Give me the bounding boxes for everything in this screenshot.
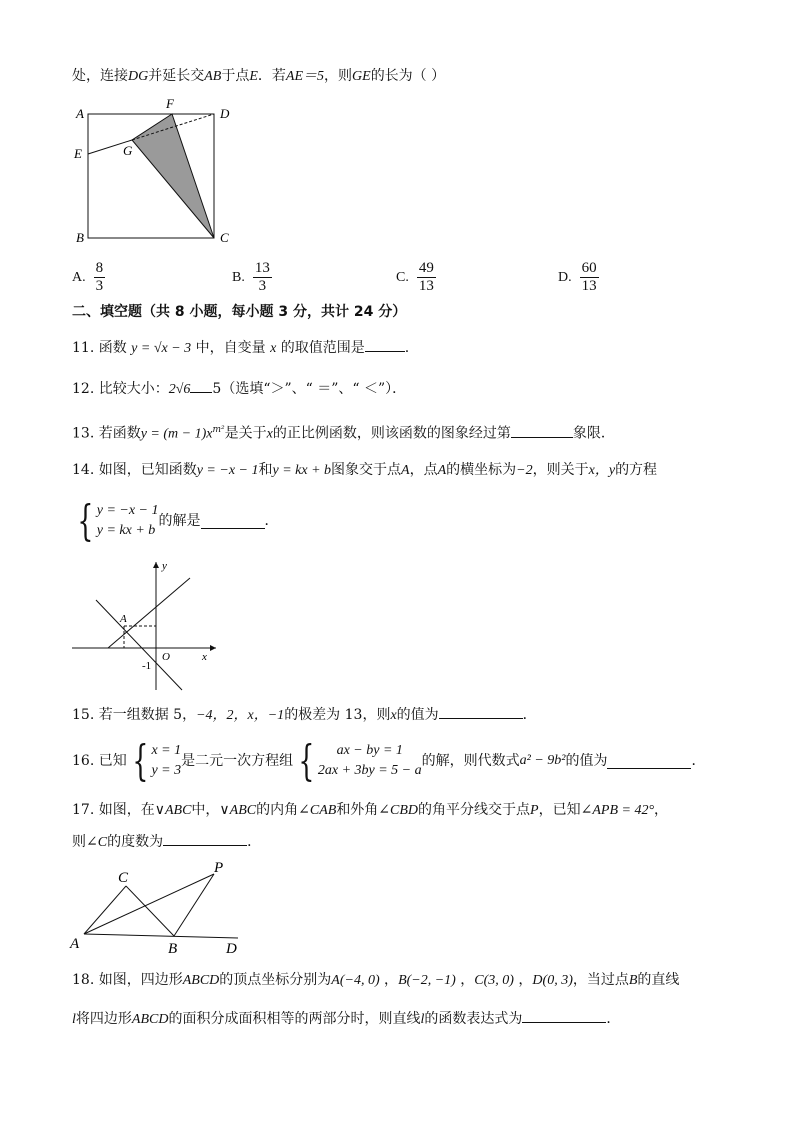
text: 的度数为 [107, 834, 164, 850]
equation: y = −x − 1 [96, 503, 159, 518]
math: ABCD [131, 1012, 169, 1027]
equation: x = 1 [151, 743, 182, 758]
math: l [72, 1012, 76, 1027]
exponent: m² [212, 425, 225, 435]
math: y = −x − 1 [196, 463, 259, 478]
label-b: B [76, 230, 84, 245]
math: y = √x − 3 [131, 341, 192, 356]
text: 的方程 [615, 462, 658, 478]
text: 17. 如图，在∨ [72, 802, 165, 818]
text: 则∠ [72, 834, 98, 850]
math: CAB [309, 803, 337, 818]
text: ．若 [257, 68, 286, 84]
text: 中，∨ [191, 802, 230, 818]
text: 16. 已知 [72, 753, 127, 769]
q18-line2 [72, 1008, 620, 1030]
math: x [266, 426, 273, 442]
answer-blank[interactable] [163, 831, 247, 846]
text: 15. 若一组数据 5， [72, 707, 197, 723]
text: ，已知∠ [538, 802, 593, 818]
math: C [97, 835, 108, 850]
math: −2 [516, 463, 533, 478]
equation: 2ax + 3by = 5 − a [317, 763, 422, 778]
math: A [401, 463, 410, 478]
text: 将四边形 [75, 1011, 132, 1027]
label-a: A [70, 936, 80, 952]
math: APB = 42° [592, 803, 655, 818]
text: 的顶点坐标分别为 [219, 972, 332, 988]
label-c: C [118, 870, 129, 886]
option-d[interactable] [558, 260, 599, 295]
option-b[interactable] [232, 260, 272, 295]
q10-stem [72, 66, 445, 87]
text: 中，自变量 [195, 340, 266, 356]
q15 [72, 704, 537, 726]
text: ． [606, 1011, 621, 1027]
answer-blank[interactable] [439, 704, 523, 719]
axis-label-x: x [202, 651, 207, 663]
text: 18. 如图，四边形 [72, 972, 183, 988]
math: A [437, 463, 447, 478]
q12 [72, 378, 406, 400]
q14-system [72, 496, 279, 545]
text: 的正比例函数，则该函数的图象经过第 [272, 425, 511, 442]
q18-line1: 18. 如图，四边形ABCD的顶点坐标分别为A(−4, 0) ，B(−2, −1) ，C(3, 0) ，D(0, 3)，当过点B的直线 [72, 972, 680, 988]
option-label: B. [232, 269, 245, 285]
label-minus-one: -1 [142, 660, 152, 672]
math: ABC [164, 803, 192, 818]
text: . [404, 340, 410, 356]
math: x [270, 341, 277, 356]
fraction [94, 260, 106, 295]
text: 于点 [221, 68, 250, 84]
answer-blank[interactable] [201, 514, 265, 529]
text: 的解是 [158, 513, 201, 529]
math: E [249, 69, 258, 84]
label-b: B [168, 941, 178, 957]
math: GE [352, 69, 371, 84]
text: 的解，则代数式 [421, 753, 520, 769]
math: AB [204, 69, 222, 84]
math: CBD [390, 803, 419, 818]
answer-blank[interactable] [190, 378, 212, 393]
denominator: 13 [418, 278, 434, 294]
fraction [580, 260, 599, 295]
math: C(3, 0) [474, 973, 514, 988]
q17-line2 [72, 831, 261, 853]
denominator: 3 [95, 278, 104, 294]
text: 的内角∠ [256, 802, 310, 818]
brace: { [298, 736, 315, 785]
text: 的函数表达式为 [424, 1011, 523, 1027]
numerator: 13 [254, 260, 270, 276]
brace: { [132, 736, 149, 785]
text: ， [654, 802, 669, 818]
equation: y = kx + b [96, 523, 156, 538]
q17-triangle-figure [66, 858, 256, 958]
text: 和 [258, 462, 273, 478]
math: −4，2，x，−1 [196, 708, 285, 723]
text: 象限． [572, 425, 615, 442]
option-label: C. [396, 269, 409, 285]
fraction [417, 260, 436, 295]
label-d: D [220, 106, 230, 121]
text: 11. 函数 [72, 340, 127, 356]
text: 的横坐标为 [446, 462, 517, 478]
text: 的取值范围是 [280, 340, 365, 356]
denominator: 3 [258, 278, 267, 294]
option-label: A. [72, 269, 86, 285]
text: 14. 如图，已知函数 [72, 462, 197, 478]
text: 13. 若函数 [72, 425, 141, 442]
math: B [628, 973, 638, 988]
math: a² − 9b² [519, 753, 566, 768]
label-d: D [226, 941, 237, 957]
text: ． [691, 753, 706, 769]
numerator: 60 [581, 260, 597, 276]
math: AE＝5 [285, 69, 325, 84]
answer-blank[interactable] [522, 1008, 606, 1023]
equation-system-solution [151, 741, 181, 781]
section-title: 二、填空题（共 8 小题，每小题 3 分，共计 24 分） [72, 304, 407, 320]
fraction [253, 260, 272, 295]
math: ABC [229, 803, 257, 818]
text: 是二元一次方程组 [181, 753, 294, 769]
q17-line1 [72, 800, 668, 821]
text: 的直线 [637, 972, 680, 988]
label-a: A [120, 613, 127, 625]
text: 图象交于点 [331, 462, 402, 478]
text: ． [264, 513, 279, 529]
label-a: A [76, 106, 84, 121]
label-origin: O [162, 651, 170, 663]
equation-system [318, 741, 422, 781]
math: x，y [588, 463, 616, 478]
math: DG [128, 69, 149, 84]
q10-square-figure [70, 96, 240, 251]
math: x [390, 708, 397, 723]
math: B(−2, −1) [398, 973, 456, 988]
option-c[interactable] [396, 260, 436, 295]
option-a[interactable] [72, 260, 105, 295]
option-label: D. [558, 269, 572, 285]
brace: { [77, 496, 94, 545]
math: l [420, 1012, 425, 1027]
text: 的值为 [565, 753, 608, 769]
math: y = kx + b [272, 463, 332, 478]
answer-blank[interactable] [365, 337, 405, 352]
text: 和外角∠ [336, 802, 391, 818]
text: 的角平分线交于点 [418, 802, 531, 818]
axis-label-y: y [162, 560, 167, 572]
text: 5（选填“＞”、“ ＝”、“ ＜”）． [212, 381, 407, 397]
answer-blank[interactable] [511, 423, 573, 438]
math: D(0, 3) [532, 973, 573, 988]
denominator: 13 [581, 278, 597, 294]
text: 的长为（ ） [370, 68, 446, 84]
equation: ax − by = 1 [336, 743, 403, 758]
q16 [72, 736, 706, 785]
text: ，则 [324, 68, 353, 84]
text: ． [247, 834, 262, 850]
q13 [72, 420, 615, 445]
text: ． [522, 707, 537, 723]
math: y = (m − 1)x [140, 426, 213, 442]
numerator: 8 [95, 260, 104, 276]
label-p: P [214, 860, 224, 876]
q14-graph-figure [70, 556, 220, 696]
text: ，则关于 [532, 462, 589, 478]
text: 并延长交 [148, 68, 205, 84]
text: 的极差为 13，则 [284, 707, 391, 723]
text: 处，连接 [72, 68, 128, 84]
text: ，当过点 [572, 972, 629, 988]
label-g: G [123, 143, 133, 158]
text: 是关于 [224, 425, 267, 442]
answer-blank[interactable] [607, 754, 691, 769]
text: 12. 比较大小： [72, 381, 169, 397]
label-f: F [166, 96, 174, 111]
text: 的面积分成面积相等的两部分时，则直线 [168, 1011, 421, 1027]
q11 [72, 337, 409, 359]
text: 的值为 [396, 707, 439, 723]
math: ABCD [182, 973, 220, 988]
numerator: 49 [418, 260, 434, 276]
text: ，点 [409, 462, 438, 478]
math: A(−4, 0) [331, 973, 380, 988]
math: P [530, 803, 539, 818]
label-c: C [220, 230, 229, 245]
equation-system [97, 501, 159, 541]
label-e: E [74, 146, 82, 161]
math: 2√6 [168, 382, 191, 397]
q14-stem [72, 460, 657, 481]
equation: y = 3 [151, 763, 182, 778]
